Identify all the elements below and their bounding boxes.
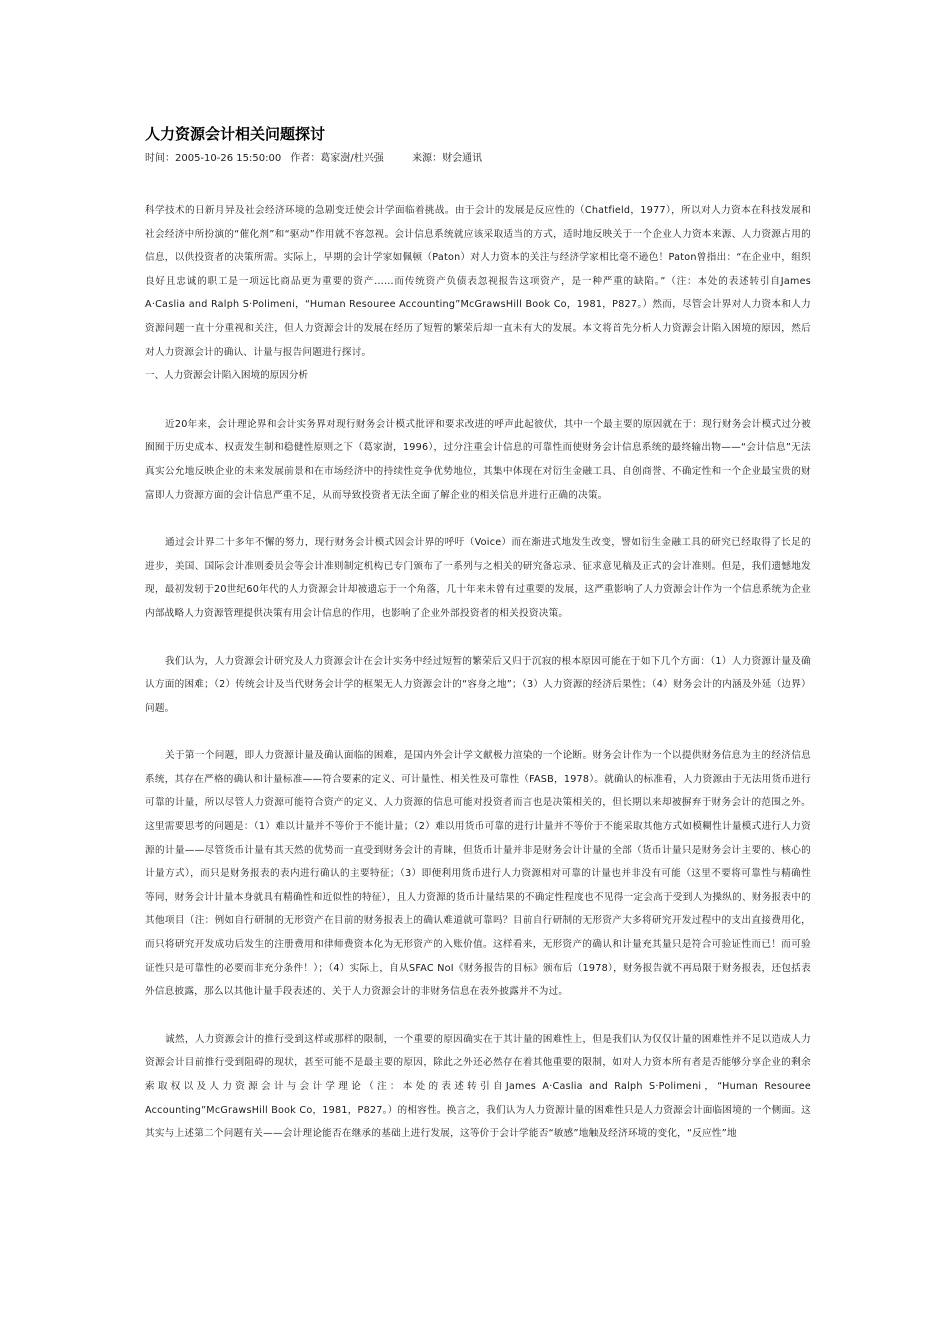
paragraph-6: 诚然，人力资源会计的推行受到这样或那样的限制，一个重要的原因确实在于其计量的困难性上，但是我们认为仅仅计量的困难性并不足以造成人力资源会计目前推行受到阻碍的现状，甚至可能不是最主要的原因，除此之外还必然存在着其他重要的限制，如对人力资本所有者是否能够分享企业的剩余索取权以及人力资源会计与会计学理论（注：本处的表述转引自James A·Caslia and Ralph S·Polimeni，“Human Resouree Accounting”McGrawsHill Book Co，1981，P827。）的相容性。换言之，我们认为人力资源计量的困难性只是人力资源会计面临困境的一个侧面。这其实与上述第二个问题有关——会计理论能否在继承的基础上进行发展，这等价于会计学能否“敏感”地触及经济环境的变化，“反应性”地	[145, 1033, 811, 1140]
paragraph-3: 通过会计界二十多年不懈的努力，现行财务会计模式因会计界的呼吁（Voice）而在渐进式地发生改变，譬如衍生金融工具的研究已经取得了长足的进步，美国、国际会计准则委员会等会计准则制定机构已专门颁布了一系列与之相关的研究备忘录、征求意见稿及正式的会计准则。但是，我们遗憾地发现，最初发轫于20世纪60年代的人力资源会计却被遗忘于一个角落，几十年来未曾有过重要的发展，这严重影响了人力资源会计作为一个信息系统为企业内部战略人力资源管理提供决策有用会计信息的作用，也影响了企业外部投资者的相关投资决策。	[145, 537, 811, 619]
paragraph-4: 我们认为，人力资源会计研究及人力资源会计在会计实务中经过短暂的繁荣后又归于沉寂的根本原因可能在于如下几个方面：（1）人力资源计量及确认方面的困难；（2）传统会计及当代财务会计学的框架无人力资源会计的“容身之地”；（3）人力资源的经济后果性；（4）财务会计的内涵及外延（边界）问题。	[145, 655, 811, 714]
section-heading: 一、人力资源会计陷入困境的原因分析	[145, 370, 309, 382]
article	[145, 124, 811, 1146]
article-title: 人力资源会计相关问题探讨	[145, 125, 326, 143]
paragraph-intro: 科学技术的日新月异及社会经济环境的急剧变迁使会计学面临着挑战。由于会计的发展是反应性的（Chatfield，1977），所以对人力资本在科技发展和社会经济中所扮演的“催化剂”和“驱动”作用就不容忽视。会计信息系统就应该采取适当的方式，适时地反映关于一个企业人力资本来源、人力资源占用的信息，以供投资者的决策所需。实际上，早期的会计学家如佩顿（Paton）对人力资本的关注与经济学家相比毫不逊色！Paton曾指出：“在企业中，组织良好且忠诚的职工是一项远比商品更为重要的资产……而传统资产负债表忽视报告这项资产，是一种严重的缺陷。”（注：本处的表述转引自James A·Caslia and Ralph S·Polimeni，“Human Resouree Accounting”McGrawsHill Book Co，1981，P827。）然而，尽管会计界对人力资本和人力资源问题一直十分重视和关注，但人力资源会计的发展在经历了短暂的繁荣后却一直未有大的发展。本文将首先分析人力资源会计陷入困境的原因，然后对人力资源会计的确认、计量与报告问题进行探讨。	[145, 205, 811, 358]
article-body	[145, 199, 811, 1146]
source: 来源：财会通讯	[412, 153, 483, 164]
publish-time: 时间：2005-10-26 15:50:00	[145, 153, 282, 164]
author: 作者：葛家澍/杜兴强	[290, 153, 384, 164]
paragraph-2: 近20年来，会计理论界和会计实务界对现行财务会计模式批评和要求改进的呼声此起彼伏，其中一个最主要的原因就在于：现行财务会计模式过分被囿囿于历史成本、权责发生制和稳健性原则之下（葛家澍，1996），过分注重会计信息的可靠性而使财务会计信息系统的最终输出物——“会计信息”无法真实公允地反映企业的未来发展前景和在市场经济中的持续性竞争优势地位，其集中体现在对衍生金融工具、自创商誉、不确定性和一个企业最宝贵的财富即人力资源方面的会计信息严重不足，从而导致投资者无法全面了解企业的相关信息并进行正确的决策。	[145, 418, 811, 501]
paragraph-5: 关于第一个问题，即人力资源计量及确认面临的困难，是国内外会计学文献极力渲染的一个论断。财务会计作为一个以提供财务信息为主的经济信息系统，其存在严格的确认和计量标准——符合要素的定义、可计量性、相关性及可靠性（FASB，1978）。就确认的标准看，人力资源由于无法用货币进行可靠的计量，所以尽管人力资源可能符合资产的定义、人力资源的信息可能对投资者而言也是决策相关的，但长期以来却被摒弃于财务会计的范围之外。这里需要思考的问题是：（1）难以计量并不等价于不能计量；（2）难以用货币可靠的进行计量并不等价于不能采取其他方式如模糊性计量模式进行人力资源的计量——尽管货币计量有其天然的优势而一直受到财务会计的青睐，但货币计量并非是财务会计计量的全部（货币计量只是财务会计主要的、核心的计量方式），而只是财务报表的表内进行确认的主要特征；（3）即便利用货币进行人力资源相对可靠的计量也并非没有可能（这里不要将可靠性与精确性等同，财务会计计量本身就具有精确性和近似性的特征），且人力资源的货币计量结果的不确定性程度也不见得一定会高于受到人为操纵的、财务报表中的其他项目（注：例如自行研制的无形资产在目前的财务报表上的确认难道就可靠吗？目前自行研制的无形资产大多将研究开发过程中的支出直接费用化，而只将研究开发成功后发生的注册费用和律师费资本化为无形资产的入账价值。这样看来，无形资产的确认和计量充其量只是符合可验证性而已！而可验证性只是可靠性的必要而非充分条件！）；（4）实际上，自从SFAC NoI《财务报告的目标》颁布后（1978），财务报告就不再局限于财务报表，还包括表外信息披露，那么以其他计量手段表述的、关于人力资源会计的非财务信息在表外披露并不为过。	[145, 750, 811, 998]
article-meta	[145, 152, 811, 166]
